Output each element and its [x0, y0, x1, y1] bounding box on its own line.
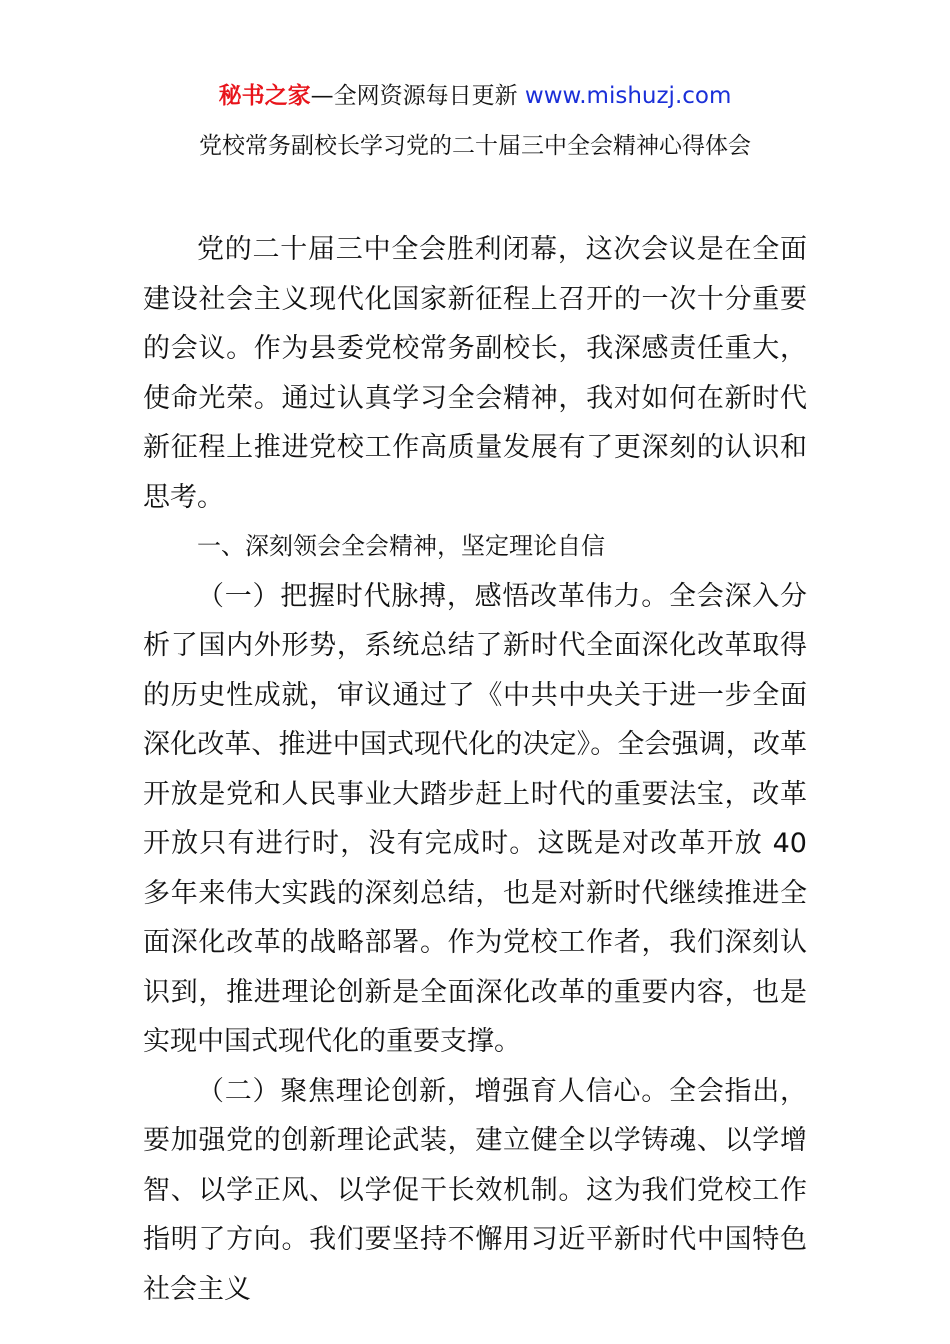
body-paragraph: （二）聚焦理论创新，增强育人信心。全会指出，要加强党的创新理论武装，建立健全以学铸魂、以学增智、以学正风、以学促干长效机制。这为我们党校工作指明了方向。我们要坚持不懈用习近平新时代中国特色社会主义 — [143, 1075, 807, 1305]
header-tagline: —全网资源每日更新 — [310, 83, 525, 109]
document-title: 党校常务副校长学习党的二十届三中全会精神心得体会 — [199, 133, 751, 159]
site-header — [0, 80, 950, 112]
site-url-link[interactable]: www.mishuzj.com — [524, 83, 732, 109]
document-body — [143, 225, 807, 1314]
intro-paragraph: 党的二十届三中全会胜利闭幕，这次会议是在全面建设社会主义现代化国家新征程上召开的一次十分重要的会议。作为县委党校常务副校长，我深感责任重大，使命光荣。通过认真学习全会精神，我对如何在新时代新征程上推进党校工作高质量发展有了更深刻的认识和思考。 — [143, 234, 807, 513]
brand-name: 秘书之家 — [218, 83, 311, 109]
body-paragraph: （一）把握时代脉搏，感悟改革伟力。全会深入分析了国内外形势，系统总结了新时代全面深化改革取得的历史性成就，审议通过了《中共中央关于进一步全面深化改革、推进中国式现代化的决定》。全会强调，改革开放是党和人民事业大踏步赶上时代的重要法宝，改革开放只有进行时，没有完成时。这既是对改革开放 40 多年来伟大实践的深刻总结，也是对新时代继续推进全面深化改革的战略部署。作为党校工作者，我们深刻认识到，推进理论创新是全面深化改革的重要内容，也是实现中国式现代化的重要支撑。 — [143, 580, 807, 1057]
section-heading: 一、深刻领会全会精神，坚定理论自信 — [197, 532, 605, 560]
